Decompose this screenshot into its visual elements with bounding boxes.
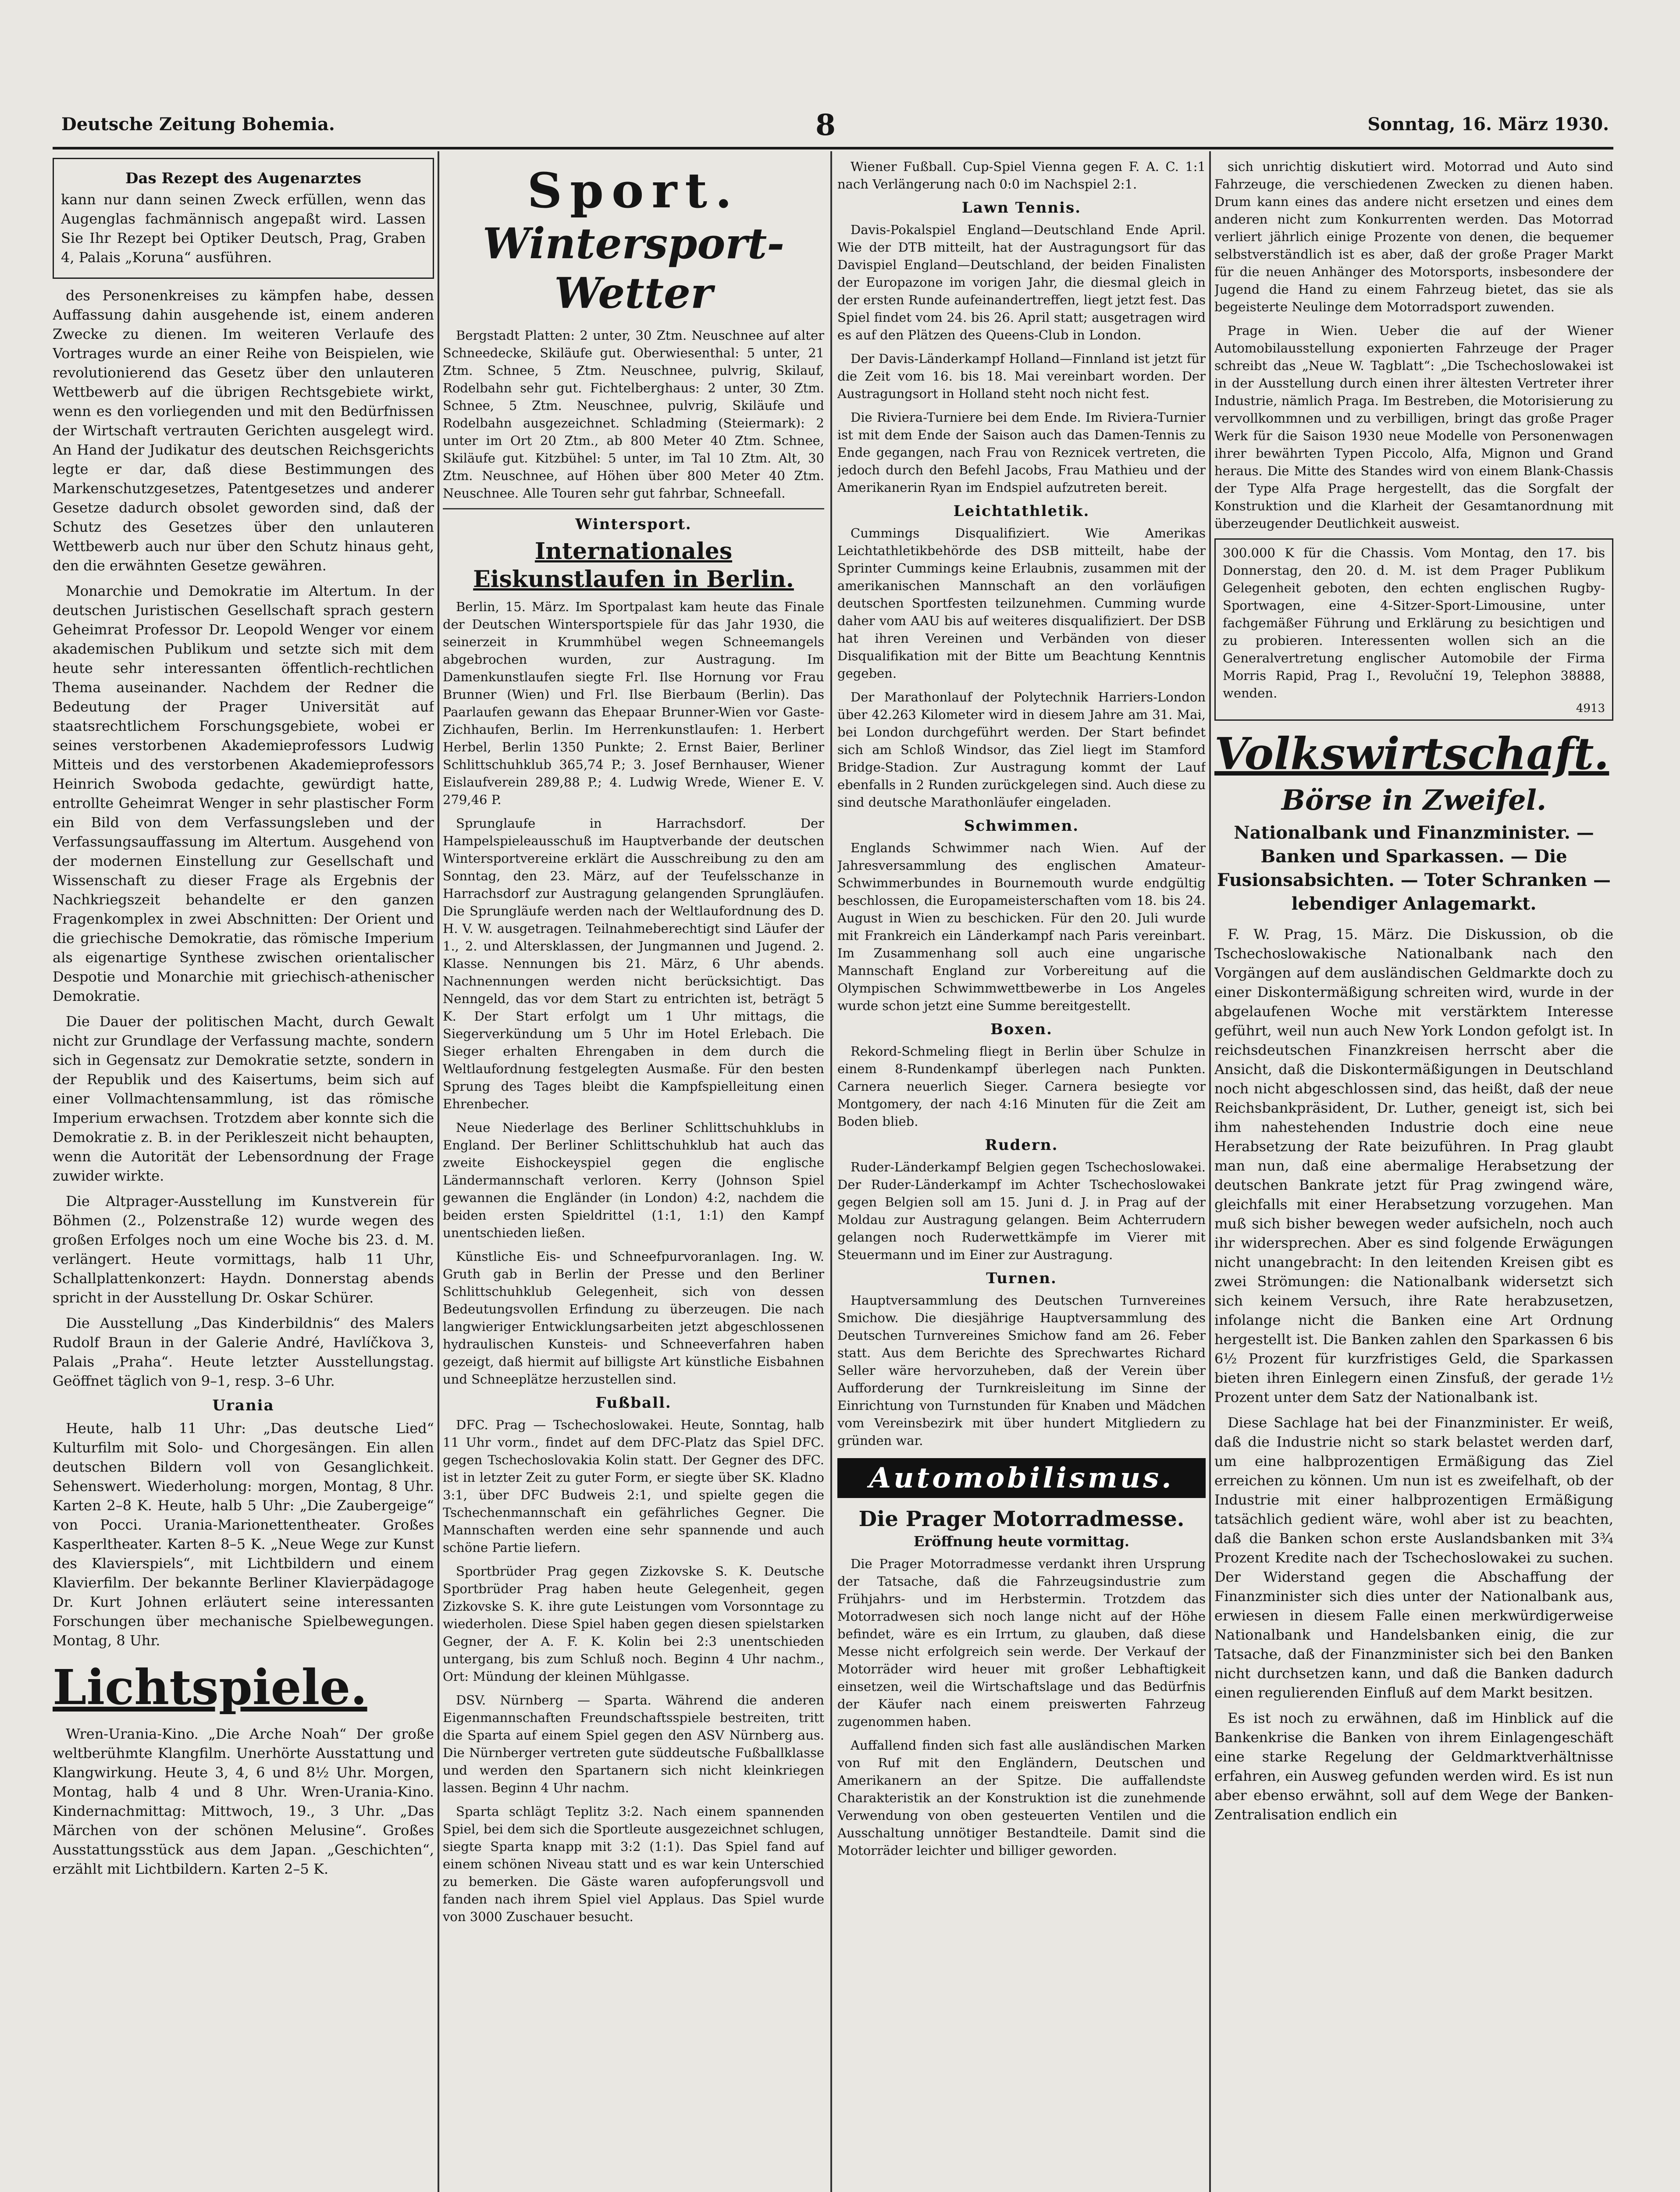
- section-heading: Fußball.: [595, 1394, 672, 1412]
- article-paragraph: Auffallend finden sich fast alle ausländischen Marken von Ruf mit den Engländern, Deutschen und Amerikanern an der Spitze. Die auffallendste Charakteristik an der Konstruktion ist die zunehmende Verwendung von oben gesteuerten Ventilen und die Ausschaltung unnötiger Bestandteile. Damit sind die Motorräder leichter und billiger geworden.: [837, 1738, 1206, 1858]
- article-paragraph: F. W. Prag, 15. März. Die Diskussion, ob die Tschechoslowakische Nationalbank nach den Vorgängen auf dem ausländischen Geldmarkte doch zu einer Diskontermäßigung schreiten wird, wurde in der abgelaufenen Woche mit verstärktem Interesse geführt, weil nun auch New York London gefolgt ist. In reichsdeutschen Finanzkreisen herrscht aber die Ansicht, daß die Diskontermäßigungen in Deutschland noch nicht abgeschlossen sind, das heißt, daß der neue Reichsbankpräsident, Dr. Luther, geneigt ist, sich bei ihm nahestehenden Industrie doch eine neue Herabsetzung der Rate beizuführen. In Prag glaubt man nun, daß eine abermalige Herabsetzung der deutschen Bankrate jetzt für Prag zwingend wäre, gleichfalls mit einer Herabsetzung vorzugehen. Man muß sich bisher bewegen weder aufsicheln, noch auch ihr widersprechen. Aber es sind folgende Erwägungen nicht unangebracht: In den leitenden Kreisen gibt es zwei Strömungen: die Nationalbank widersetzt sich sich keinem Versuch, ihre Rate herabzusetzen, infolange nicht die Banken eine Art Ordnung hergestellt ist. Die Banken zahlen den Sparkassen 6 bis 6½ Prozent für kurzfristiges Geld, die Sparkassen bieten ihren Einlegern einen Zinsfuß, der gerade 1½ Prozent unter dem Satz der Nationalbank ist.: [1214, 926, 1613, 1406]
- article-paragraph: Wren-Urania-Kino. „Die Arche Noah“ Der große weltberühmte Klangfilm. Unerhörte Ausstattung und Klangwirkung. Heute 3, 4, 6 und 8½ Uhr. Morgen, Montag, halb 4 und 8 Uhr. Wren-Urania-Kino. Kindernachmittag: Mittwoch, 19., 3 Uhr. „Das Märchen von der schönen Melusine“. Großes Ausstattungsstück aus dem Japan. „Geschichten“, erzählt mit Lichtbildern. Karten 2–5 K.: [53, 1726, 434, 1877]
- article-paragraph: Diese Sachlage hat bei der Finanzminister. Er weiß, daß die Industrie nicht so stark belastet werden darf, um eine halbprozentigen Ermäßigung das Ziel erreichen zu können. Um nun ist es zweifelhaft, ob der Industrie mit einer halbprozentigen Ermäßigung tatsächlich gedient wäre, wohl aber ist zu beachten, daß die Banken schon erste Auslandsbanken mit 3¾ Prozent Kredite nach der Tschechoslowakei zu suchen. Der Widerstand gegen die Abschaffung der Finanzminister sich dies unter der Nationalbank aus, erwiesen in diesem Falle einen merkwürdigerweise Nationalbank und Handelsbanken einig, die zur Tatsache, daß der Finanzminister sich bei den Banken nicht durchsetzen kann, und daß die Banken dadurch einen regulierenden Einfluß auf dem Markt besitzen.: [1214, 1414, 1613, 1701]
- article-paragraph: des Personenkreises zu kämpfen habe, dessen Auffassung dahin ausgehende ist, einem anderen Zwecke zu dienen. Im weiteren Verlaufe des Vortrages wurde an einer Reihe von Beispielen, wie revolutionierend das Gesetz über den unlauteren Wettbewerb auf die übrigen Rechtsgebiete wirkt, wenn es den vorliegenden und mit den Bedürfnissen der Wirtschaft vertrauten Gerichten ausgelegt wird. An Hand der Judikatur des deutschen Reichsgerichts legte er dar, daß diese Bestimmungen des Markenschutzgesetzes, Patentgesetzes und anderer Gesetze dadurch obsolet geworden sind, daß der Schutz des Gesetzes über den unlauteren Wettbewerb auch nur über den Schutz hinaus geht, den die erwähnten Gesetze gewähren.: [53, 287, 434, 574]
- ad-text: 300.000 K für die Chassis. Vom Montag, den 17. bis Donnerstag, den 20. d. M. ist dem Prager Publikum Gelegenheit geboten, den echten englischen Rugby-Sportwagen, eine 4-Sitzer-Sport-Limousine, unter fachgemäßer Führung und Erklärung zu besichtigen und zu probieren. Interessenten wollen sich an die Generalvertretung englischer Automobile der Firma Morris Rapid, Prag I., Revoluční 19, Telephon 38888, wenden.: [1223, 545, 1605, 701]
- section-heading: Wintersport.: [575, 516, 692, 533]
- section-heading: Rudern.: [985, 1136, 1058, 1154]
- column-4: [1214, 158, 1613, 2192]
- wintersport-weather-heading: Wintersport-Wetter: [482, 219, 785, 318]
- automobilismus-banner: Automobilismus.: [837, 1458, 1206, 1498]
- article-paragraph: Wiener Fußball. Cup-Spiel Vienna gegen F. A. C. 1:1 nach Verlängerung nach 0:0 im Nachspiel 2:1.: [837, 159, 1206, 192]
- article-heading: Internationales Eiskunstlaufen in Berlin.: [473, 538, 794, 593]
- article-paragraph: Rekord-Schmeling fliegt in Berlin über Schulze in einem 8-Rundenkampf überlegen nach Punkten. Carnera neuerlich Sieger. Carnera besiegte vor Montgomery, der nach 4:16 Minuten für die Zeit am Boden blieb.: [837, 1044, 1206, 1129]
- header-rule: [53, 147, 1613, 149]
- article-paragraph: Die Dauer der politischen Macht, durch Gewalt nicht zur Grundlage der Verfassung machte, sondern sich in Gegensatz zur Demokratie setzte, sondern in der Republik und des Kaisertums, beim sich auf einer Vollmachtensammlung, ist das römische Imperium erwachsen. Trotzdem aber konnte sich die Demokratie z. B. in der Perikleszeit nicht behaupten, wenn die Autorität der Lebensordnung der Frage zuwider wirkte.: [53, 1013, 434, 1184]
- ad-text: kann nur dann seinen Zweck erfüllen, wenn das Augenglas fachmännisch angepaßt wird. Lassen Sie Ihr Rezept bei Optiker Deutsch, Prag, Graben 4, Palais „Koruna“ ausführen.: [61, 191, 426, 266]
- article-paragraph: Die Prager Motorradmesse verdankt ihren Ursprung der Tatsache, daß die Fahrzeugsindustrie zum Frühjahrs- und im Herbstermin. Trotzdem das Motorradwesen sich noch lange nicht auf der Höhe befindet, wäre es ein Irrtum, zu glauben, daß diese Messe nicht erfolgreich sein werde. Der Verkauf der Motorräder wird heuer mit großer Lebhaftigkeit einsetzen, weil die Wirtschaftslage und das Bedürfnis der Käufer nach einem preiswerten Fahrzeug zugenommen haben.: [837, 1556, 1206, 1729]
- article-paragraph: Englands Schwimmer nach Wien. Auf der Jahresversammlung des englischen Amateur-Schwimmerbundes in Bournemouth wurde endgültig beschlossen, die Europameisterschaften vom 18. bis 24. August in Wien zu beschicken. Für den 20. Juli wurde mit Frankreich ein Länderkampf nach Paris vereinbart. Im Zusammenhang soll auch eine ungarische Mannschaft England zur Vorbereitung auf die Olympischen Schwimmwettbewerbe in Los Angeles wurde schon jetzt eine Summe bereitgestellt.: [837, 840, 1206, 1013]
- section-heading: Turnen.: [986, 1270, 1057, 1287]
- lichtspiele-heading: Lichtspiele.: [53, 1659, 367, 1715]
- divider: [443, 508, 824, 509]
- article-paragraph: Es ist noch zu erwähnen, daß im Hinblick auf die Bankenkrise die Banken von ihrem Einlagengeschäft eine starke Regelung der Geldmarktverhältnisse erfahren, ein Ausweg gefunden werden wird. Es ist nun aber ebenso erwähnt, soll auf dem Wege der Banken-Zentralisation endlich ein: [1214, 1710, 1613, 1823]
- article-paragraph: Künstliche Eis- und Schneefpurvoranlagen. Ing. W. Gruth gab in Berlin der Presse und den Berliner Schlittschuhklub Gelegenheit, sich von dessen Bedeutungsvollen Erfindung zu überzeugen. Die nach langwieriger Entwicklungsarbeiten jetzt abgeschlossenen hydraulischen Kunsteis- und Schneeverfahren haben gezeigt, daß hiermit auf billigste Art künstliche Eisbahnen und Schneeplätze herzustellen sind.: [443, 1249, 824, 1387]
- article-paragraph: Sprunglaufe in Harrachsdorf. Der Hampelspieleausschuß im Hauptverbande der deutschen Wintersportvereine erklärt die Ausschreibung zu den am Sonntag, den 23. März, auf der Teufelsschanze in Harrachsdorf zur Austragung gelangenden Sprungläufen. Die Sprungläufe werden nach der Weltlaufordnung des D. H. V. W. ausgetragen. Teilnahmeberechtigt sind Läufer der 1., 2. und Altersklassen, der Jungmannen und Jugend. 2. Klasse. Nennungen bis 21. März, 6 Uhr abends. Nachnennungen werden nicht berücksichtigt. Das Nenngeld, das vor dem Start zu entrichten ist, beträgt 5 K. Der Start erfolgt um 1 Uhr mittags, die Siegerverkündung um 5 Uhr im Hotel Erlebach. Die Sieger erhalten Ehrengaben in dem durch die Weltlaufordnung festgelegten Ausmaße. Für den besten Sprung des Tages bleibt die Kampfspielleitung einen Ehrenbecher.: [443, 816, 824, 1111]
- article-paragraph: Sportbrüder Prag gegen Zizkovske S. K. Deutsche Sportbrüder Prag haben heute Gelegenheit, gegen Zizkovske S. K. ihre gute Leistungen vom Vorsonntage zu wiederholen. Diese Spiel haben gegen diesen spielstarken Gegner, der A. F. K. Kolin bei 2:3 unentschieden untergang, bis zum Schluß noch. Beginn 4 Uhr nachm., Ort: Mündung der kleinen Mühlgasse.: [443, 1564, 824, 1684]
- article-subheading: Nationalbank und Finanzminister. — Banken und Sparkassen. — Die Fusionsabsichten. — Toter Schranken — lebendiger Anlagemarkt.: [1217, 822, 1611, 914]
- ad-number: 4913: [1576, 702, 1605, 715]
- header-masthead: Deutsche Zeitung Bohemia.: [61, 114, 335, 135]
- article-paragraph: Berlin, 15. März. Im Sportpalast kam heute das Finale der Deutschen Wintersportspiele für das Jahr 1930, die seinerzeit in Krummhübel wegen Schneemangels abgebrochen wurden, zur Austragung. Im Damenkunstlaufen siegte Frl. Ilse Hornung vor Frau Brunner (Wien) und Frl. Ilse Bierbaum (Berlin). Das Paarlaufen gewann das Ehepaar Brunner-Wien vor Gaste-Zichhaufen, Berlin. Im Herrenkunstlaufen: 1. Herbert Herbel, Berlin 1350 Punkte; 2. Ernst Baier, Berliner Schlittschuhklub 365,74 P.; 3. Josef Bernhauser, Wiener Eislaufverein 289,88 P.; 4. Ludwig Wrede, Wiener E. V. 279,46 P.: [443, 599, 824, 807]
- header-page-number: 8: [815, 108, 836, 142]
- article-paragraph: Der Marathonlauf der Polytechnik Harriers-London über 42.263 Kilometer wird in diesem Jahre am 31. Mai, bei London durchgeführt werden. Der Start befindet sich am Schloß Windsor, das Ziel liegt im Stamford Bridge-Stadion. Zur Austragung kommt der Lauf ebenfalls in 2 Runden zurückgelegen sind. Auch diese zu sind deutsche Marathonläufer eingeladen.: [837, 690, 1206, 810]
- column-2: [443, 158, 824, 2192]
- article-paragraph: Sparta schlägt Teplitz 3:2. Nach einem spannenden Spiel, bei dem sich die Sportleute ausgezeichnet schlugen, siegte Sparta knapp mit 3:2 (1:1). Das Spiel fand auf einem schönen Niveau statt und es war kein Unterschied zu bemerken. Die Gäste waren aufopferungsvoll und fanden nach ihrem Spiel viel Applaus. Das Spiel wurde von 3000 Zuschauer besucht.: [443, 1804, 824, 1924]
- column-3: [837, 158, 1206, 2192]
- article-paragraph: DSV. Nürnberg — Sparta. Während die anderen Eigenmannschaften Freundschaftsspiele bestreiten, tritt die Sparta auf einem Spiel gegen den ASV Nürnberg aus. Die Nürnberger vertreten gute süddeutsche Fußballklasse und werden den Spartanern sich nicht kleinkriegen lassen. Beginn 4 Uhr nachm.: [443, 1693, 824, 1795]
- article-paragraph: Neue Niederlage des Berliner Schlittschuhklubs in England. Der Berliner Schlittschuhklub hat auch das zweite Eishockeyspiel gegen die englische Ländermannschaft verloren. Kerry (Johnson Spiel gewannen die Engländer (in London) 4:2, nachdem die beiden ersten Spieldrittel (1:1, 1:1) den Kampf unentschieden ließen.: [443, 1120, 824, 1240]
- urania-heading: Urania: [212, 1397, 274, 1414]
- rugby-ad: [1214, 538, 1613, 721]
- header-date: Sonntag, 16. März 1930.: [1367, 114, 1609, 135]
- sport-heading: Sport.: [527, 162, 740, 219]
- article-heading: Börse in Zweifel.: [1281, 784, 1547, 817]
- article-paragraph: Die Altprager-Ausstellung im Kunstverein für Böhmen (2., Polzenstraße 12) wurde wegen des großen Erfolges noch um eine Woche bis 23. d. M. verlängert. Heute vormittags, halb 11 Uhr, Schallplattenkonzert: Haydn. Donnerstag abends spricht in der Ausstellung Dr. Oskar Schürer.: [53, 1193, 434, 1306]
- article-heading: Die Prager Motorradmesse.: [858, 1507, 1185, 1531]
- article-paragraph: Prage in Wien. Ueber die auf der Wiener Automobilausstellung exponierten Fahrzeuge der Prager schreibt das „Neue W. Tagblatt“: „Die Tschechoslowakei ist in der Ausstellung durch einen ihrer ältesten Vertreter ihrer Industrie, nämlich Praga. Im Bestreben, die Motorisierung zu vervollkommnen und zu verbilligen, bringt das große Prager Werk für die Saison 1930 neue Modelle von Personenwagen ihrer bewährten Typen Piccolo, Alfa, Mignon und Grand heraus. Die Mitte des Standes wird von einem Blank-Chassis der Type Alfa Prage hergestellt, das die Sorgfalt der Konstruktion und die Klarheit der Gesamtanordnung mit überzeugender Deutlichkeit ausweist.: [1214, 323, 1613, 531]
- article-paragraph: sich unrichtig diskutiert wird. Motorrad und Auto sind Fahrzeuge, die verschiedenen Zwecken zu dienen haben. Drum kann eines das andere nicht ersetzen und eines dem anderen nicht zum Konkurrenten werden. Das Motorrad verliert jährlich einige Prozente von denen, die bequemer selbstverständlich ist es aber, daß der große Prager Markt für die neuen Anhänger des Motorsports, insbesondere der Jugend die Hand zu einem Fahrzeug bietet, das sie als begeisterte Neulinge dem Motorradsport zuwenden.: [1214, 159, 1613, 314]
- article-paragraph: Ruder-Länderkampf Belgien gegen Tschechoslowakei. Der Ruder-Länderkampf im Achter Tschechoslowakei gegen Belgien soll am 15. Juni d. J. in Prag auf der Moldau zur Austragung gelangen. Beim Achterrudern gelangen noch Ruderwettkämpfe im Vierer mit Steuermann und im Einer zur Austragung.: [837, 1160, 1206, 1262]
- section-heading: Lawn Tennis.: [961, 199, 1082, 217]
- column-rule: [438, 151, 439, 2192]
- article-paragraph: Die Ausstellung „Das Kinderbildnis“ des Malers Rudolf Braun in der Galerie André, Havlíčkova 3, Palais „Praha“. Heute letzter Ausstellungstag. Geöffnet täglich von 9–1, resp. 3–6 Uhr.: [53, 1315, 434, 1389]
- ad-title: Das Rezept des Augenarztes: [125, 170, 361, 187]
- weather-report: Bergstadt Platten: 2 unter, 30 Ztm. Neuschnee auf alter Schneedecke, Skiläufe gut. Oberwiesenthal: 5 unter, 21 Ztm. Schnee, 5 Ztm. Neuschnee, pulvrig, Skilauf, Rodelbahn sehr gut. Fichtelberghaus: 2 unter, 30 Ztm. Schnee, 5 Ztm. Neuschnee, pulvrig, Skiläufe und Rodelbahn ausgezeichnet. Schladming (Steiermark): 2 unter im Ort 20 Ztm., ab 800 Meter 40 Ztm. Schnee, Skiläufe gut. Kitzbühel: 5 unter, im Tal 10 Ztm. Alt, 30 Ztm. Neuschnee, auf Höhen über 800 Meter 40 Ztm. Neuschnee. Alle Touren sehr gut fahrbar, Schneefall.: [443, 328, 824, 501]
- section-heading: Schwimmen.: [964, 817, 1079, 835]
- article-paragraph: Die Riviera-Turniere bei dem Ende. Im Riviera-Turnier ist mit dem Ende der Saison auch das Damen-Tennis zu Ende gegangen, nach Frau von Reznicek vertreten, die jedoch durch den Befehl Jacobs, Frau Mathieu und der Amerikanerin Ryan im Endspiel aufzutreten bereit.: [837, 410, 1206, 495]
- column-1: [53, 158, 434, 2192]
- article-paragraph: Davis-Pokalspiel England—Deutschland Ende April. Wie der DTB mitteilt, hat der Austragungsort für das Davispiel England—Deutschland, der beiden Finalisten der Europazone im vorigen Jahr, die diesmal gleich in der ersten Runde aufeinandertreffen, liegt jetzt fest. Das Spiel findet vom 24. bis 26. April statt; ausgetragen wird es auf den Plätzen des Queens-Club in London.: [837, 222, 1206, 342]
- article-paragraph: Cummings Disqualifiziert. Wie Amerikas Leichtathletikbehörde des DSB mitteilt, habe der Sprinter Cummings keine Erlaubnis, zusammen mit der amerikanischen Mannschaft an den vorläufigen deutschen Sportfesten teilzunehmen. Cumming wurde daher vom AAU bis auf weiteres disqualifiziert. Der DSB hat ihren Vereinen und Verbänden von dieser Disqualifikation mit der Bitte um Beachtung Kenntnis gegeben.: [837, 526, 1206, 681]
- article-paragraph: Monarchie und Demokratie im Altertum. In der deutschen Juristischen Gesellschaft sprach gestern Geheimrat Professor Dr. Leopold Wenger vor einem akademischen Publikum und setzte sich mit dem heute sehr interessanten öffentlich-rechtlichen Thema auseinander. Nachdem der Redner die Bedeutung der Prager Universität auf staatsrechtlichem Forschungsgebiete, wobei er seines verstorbenen Akademieprofessors Ludwig Mitteis und des verstorbenen Akademieprofessors Heinrich Swoboda gedachte, gewürdigt hatte, entrollte Geheimrat Wenger in sehr plastischer Form ein Bild von dem Verfassungsleben und der Verfassungsauffassung im Altertum. Ausgehend von der modernen Einstellung zur Gesellschaft und Wissenschaft zu dieser Frage als Ergebnis der Nachkriegszeit behandelte er den ganzen Fragenkomplex in zwei Abschnitten: Der Orient und die griechische Demokratie, das römische Imperium als eigenartige Synthese zwischen orientalischer Despotie und Monarchie mit griechisch-athenischer Demokratie.: [53, 583, 434, 1004]
- optician-ad: [53, 158, 434, 279]
- section-heading: Leichtathletik.: [953, 502, 1090, 520]
- running-header: [61, 108, 1609, 145]
- section-heading: Boxen.: [990, 1021, 1053, 1038]
- article-paragraph: Der Davis-Länderkampf Holland—Finnland ist jetzt für die Zeit vom 16. bis 18. Mai vereinbart worden. Der Austragungsort in Holland steht noch nicht fest.: [837, 351, 1206, 401]
- article-subheading: Eröffnung heute vormittag.: [914, 1533, 1129, 1550]
- article-paragraph: DFC. Prag — Tschechoslowakei. Heute, Sonntag, halb 11 Uhr vorm., findet auf dem DFC-Platz das Spiel DFC. gegen Tschechoslovakia Kolin statt. Der Gegner des DFC. ist in letzter Zeit zu guter Form, er siegte über SK. Kladno 3:1, über DFC Budweis 2:1, und spielte gegen die Tschechenmannschaft ein gefährliches Gegner. Die Mannschaften werden eine sehr spannende und auch schöne Partie liefern.: [443, 1417, 824, 1555]
- article-paragraph: Heute, halb 11 Uhr: „Das deutsche Lied“ Kulturfilm mit Solo- und Chorgesängen. Ein allen deutschen Bildern voll von Gesanglichkeit. Sehenswert. Wiederholung: morgen, Montag, 8 Uhr. Karten 2–8 K. Heute, halb 5 Uhr: „Die Zaubergeige“ von Pocci. Urania-Marionettentheater. Großes Kasperltheater. Karten 8–5 K. „Neue Wege zur Kunst des Klavierspiels“, mit Lichtbildern und einem Klavierfilm. Der bekannte Berliner Klavierpädagoge Dr. Kurt Johnen erläutert seine interessanten Forschungen über mechanische Spielbewegungen. Montag, 8 Uhr.: [53, 1420, 434, 1649]
- column-rule: [1209, 151, 1211, 2192]
- volkswirtschaft-heading: Volkswirtschaft.: [1214, 728, 1609, 779]
- article-paragraph: Hauptversammlung des Deutschen Turnvereines Smichow. Die diesjährige Hauptversammlung des Deutschen Turnvereines Smichow fand am 26. Feber statt. Aus dem Berichte des Sprechwartes Richard Seller wäre hervorzuheben, daß der Verein über Aufforderung der Turnkreisleitung im Sinne der Einrichtung von Turnstunden für Knaben und Mädchen vom Vereinsbezirk mit über hundert Mitgliedern zu gründen war.: [837, 1293, 1206, 1448]
- column-rule: [830, 151, 832, 2192]
